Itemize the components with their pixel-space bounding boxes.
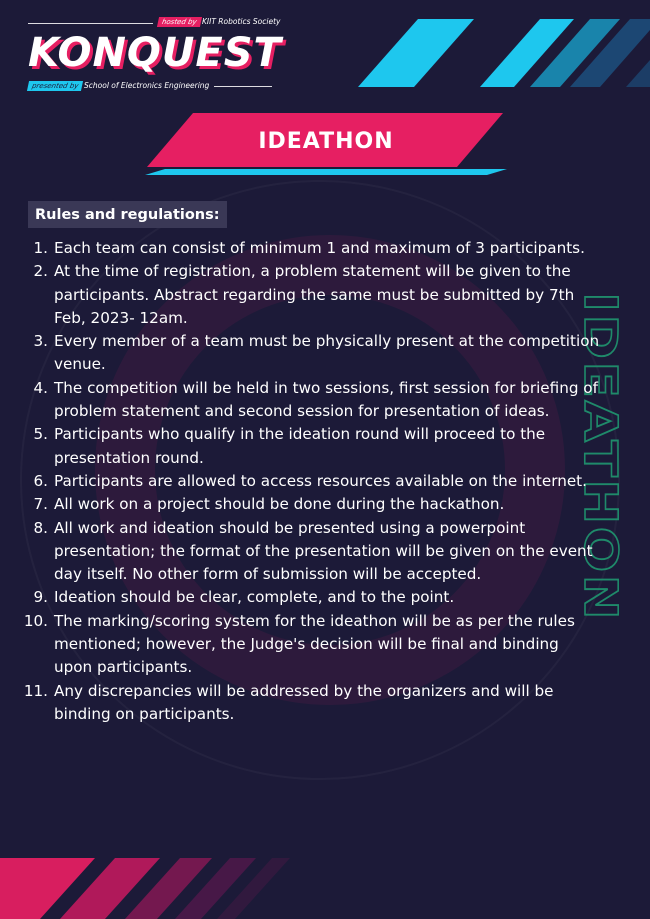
rule-item xyxy=(0,237,600,260)
hosted-by-tag: hosted by xyxy=(157,17,202,27)
rule-item xyxy=(0,377,600,424)
event-logo xyxy=(28,14,288,94)
rule-item xyxy=(0,610,600,680)
rule-number: 7. xyxy=(33,495,48,514)
rule-text: The competition will be held in two sessions, first session for briefing of problem statement and second session for presentation of ideas. xyxy=(54,378,598,421)
host-name: KIIT Robotics Society xyxy=(202,17,281,26)
rule-text: All work and ideation should be presented using a powerpoint presentation; the format of the presentation will be given on the event day itself. No other form of submission will be accepted. xyxy=(54,518,593,584)
rule-item xyxy=(0,680,600,727)
rule-number: 10. xyxy=(23,611,48,630)
rule-item xyxy=(0,517,600,587)
rules-list xyxy=(0,237,600,726)
rule-number: 2. xyxy=(33,262,48,281)
section-heading: Rules and regulations: xyxy=(28,201,227,228)
rule-number: 5. xyxy=(33,425,48,444)
presenter-name: School of Electronics Engineering xyxy=(84,81,210,90)
rule-number: 3. xyxy=(33,332,48,351)
rule-text: Each team can consist of minimum 1 and maximum of 3 participants. xyxy=(54,239,585,257)
rule-item xyxy=(0,423,600,470)
page-title: IDEATHON xyxy=(258,128,394,154)
rule-text: Every member of a team must be physically present at the competition venue. xyxy=(54,332,600,374)
divider xyxy=(28,23,153,24)
rule-text: Ideation should be clear, complete, and to the point. xyxy=(54,588,455,607)
presented-by-tag: presented by xyxy=(27,81,83,91)
title-banner xyxy=(145,113,507,175)
rule-number: 1. xyxy=(33,239,48,257)
side-text: IDEATHON xyxy=(575,292,627,569)
rule-number: 11. xyxy=(23,681,48,700)
logo-wordmark: KONQUEST xyxy=(28,30,282,76)
divider xyxy=(214,86,272,87)
rule-item xyxy=(0,330,600,377)
rule-number: 8. xyxy=(33,518,48,537)
rule-text: At the time of registration, a problem statement will be given to the participants. Abstract regarding the same must be submitted by 7th Feb, 2023- 12am. xyxy=(54,262,575,327)
rule-text: Participants who qualify in the ideation round will proceed to the presentation round. xyxy=(54,425,546,467)
rule-item xyxy=(0,260,600,330)
rule-number: 6. xyxy=(33,471,48,490)
rule-item xyxy=(0,493,600,516)
rule-number: 4. xyxy=(33,378,48,397)
rule-text: Participants are allowed to access resources available on the internet. xyxy=(54,471,587,490)
rule-number: 9. xyxy=(33,588,48,607)
rule-item xyxy=(0,586,600,609)
rule-item xyxy=(0,470,600,493)
rule-text: Any discrepancies will be addressed by the organizers and will be binding on participants. xyxy=(54,681,554,723)
rule-text: All work on a project should be done during the hackathon. xyxy=(54,495,505,514)
rule-text: The marking/scoring system for the ideathon will be as per the rules mentioned; however, the Judge's decision will be final and binding upon participants. xyxy=(54,611,575,677)
